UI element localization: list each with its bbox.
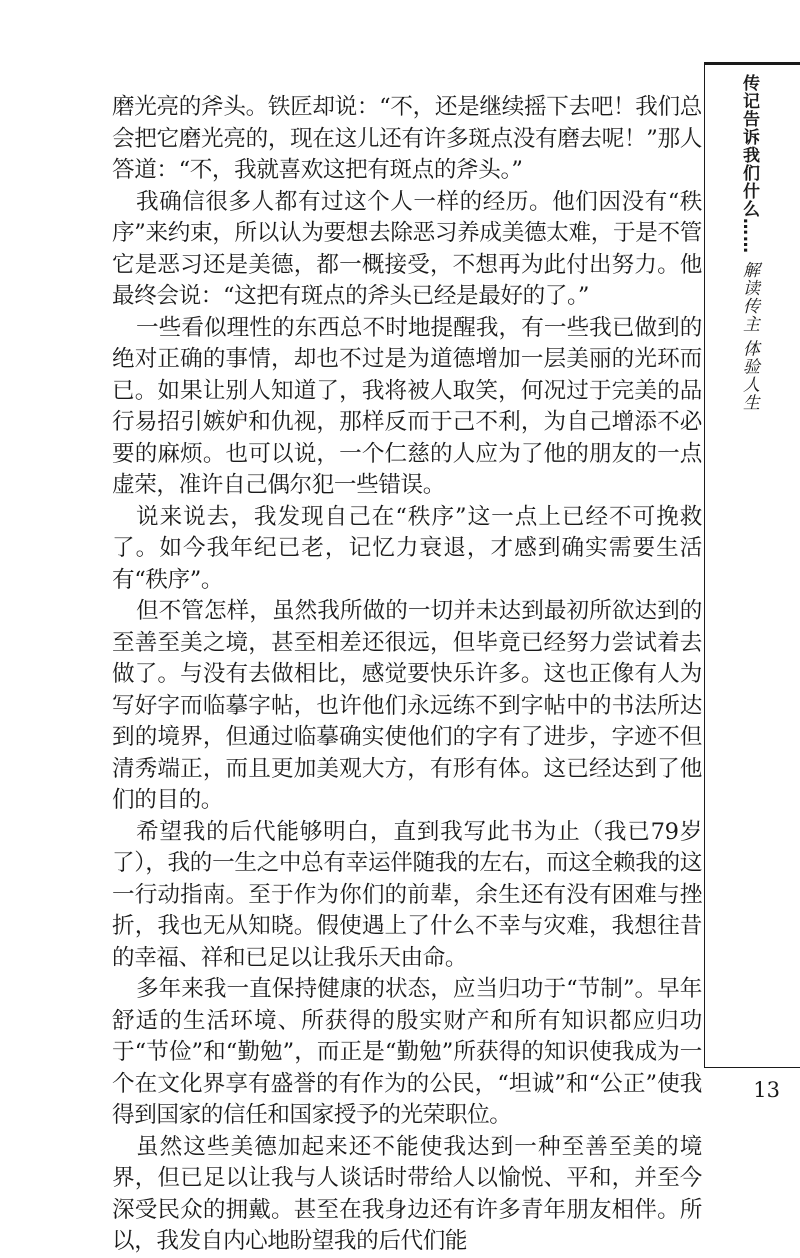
margin-rule	[704, 62, 705, 1068]
paragraph: 我确信很多人都有过这个人一样的经历。他们因没有“秩序”来约束，所以认为要想去除恶习养成美德太难，于是不管它是恶习还是美德，都一概接受，不想再为此付出努力。他最终会说：“这把有斑点的斧头已经是最好的了。”	[112, 188, 702, 309]
paragraph: 希望我的后代能够明白，直到我写此书为止（我已79岁了），我的一生之中总有幸运伴随我的左右，而这全赖我的这一行动指南。至于作为你们的前辈，余生还有没有困难与挫折，我也无从知晓。假使遇上了什么不幸与灾难，我想往昔的幸福、祥和已足以让我乐天由命。	[112, 818, 702, 971]
page-number: 13	[753, 1078, 780, 1102]
paragraph: 多年来我一直保持健康的状态，应当归功于“节制”。早年舒适的生活环境、所获得的殷实财产和所有知识都应归功于“节俭”和“勤勉”，而正是“勤勉”所获得的知识使我成为一个在文化界享有盛誉的有作为的公民，“坦诚”和“公正”使我得到国家的信任和国家授予的光荣职位。	[112, 976, 702, 1128]
running-head-subtitle: 解读传主 体验人生	[739, 260, 759, 412]
paragraph: 磨光亮的斧头。铁匠却说：“不，还是继续摇下去吧！我们总会把它磨光亮的，现在这儿还有许多斑点没有磨去呢！”那人答道：“不，我就喜欢这把有斑点的斧头。”	[112, 94, 702, 183]
paragraph: 但不管怎样，虽然我所做的一切并未达到最初所欲达到的至善至美之境，甚至相差还很远，但毕竟已经努力尝试着去做了。与没有去做相比，感觉要快乐许多。这也正像有人为写好字而临摹字帖，也许他们永远练不到字帖中的书法所达到的境界，但通过临摹确实使他们的字有了进步，字迹不但清秀端正，而且更加美观大方，有形有体。这已经达到了他们的目的。	[112, 598, 702, 813]
body-text	[112, 92, 702, 1258]
paragraph: 虽然这些美德加起来还不能使我达到一种至善至美的境界，但已足以让我与人谈话时带给人以愉悦、平和，并至今深受民众的拥戴。甚至在我身边还有许多青年朋友相伴。所以，我发自内心地盼望我的后代们能	[112, 1133, 702, 1254]
running-head	[734, 74, 764, 411]
running-head-title: 传记告诉我们什么……	[739, 74, 759, 254]
paragraph: 说来说去，我发现自己在“秩序”这一点上已经不可挽救了。如今我年纪已老，记忆力衰退，才感到确实需要生活有“秩序”。	[112, 503, 702, 593]
header-rule	[704, 62, 800, 65]
footer-rule	[704, 1067, 800, 1068]
paragraph: 一些看似理性的东西总不时地提醒我，有一些我已做到的绝对正确的事情，却也不过是为道德增加一层美丽的光环而已。如果让别人知道了，我将被人取笑，何况过于完美的品行易招引嫉妒和仇视，那样反而于己不利，为自己增添不必要的麻烦。也可以说，一个仁慈的人应为了他的朋友的一点虚荣，准许自己偶尔犯一些错误。	[112, 314, 702, 498]
